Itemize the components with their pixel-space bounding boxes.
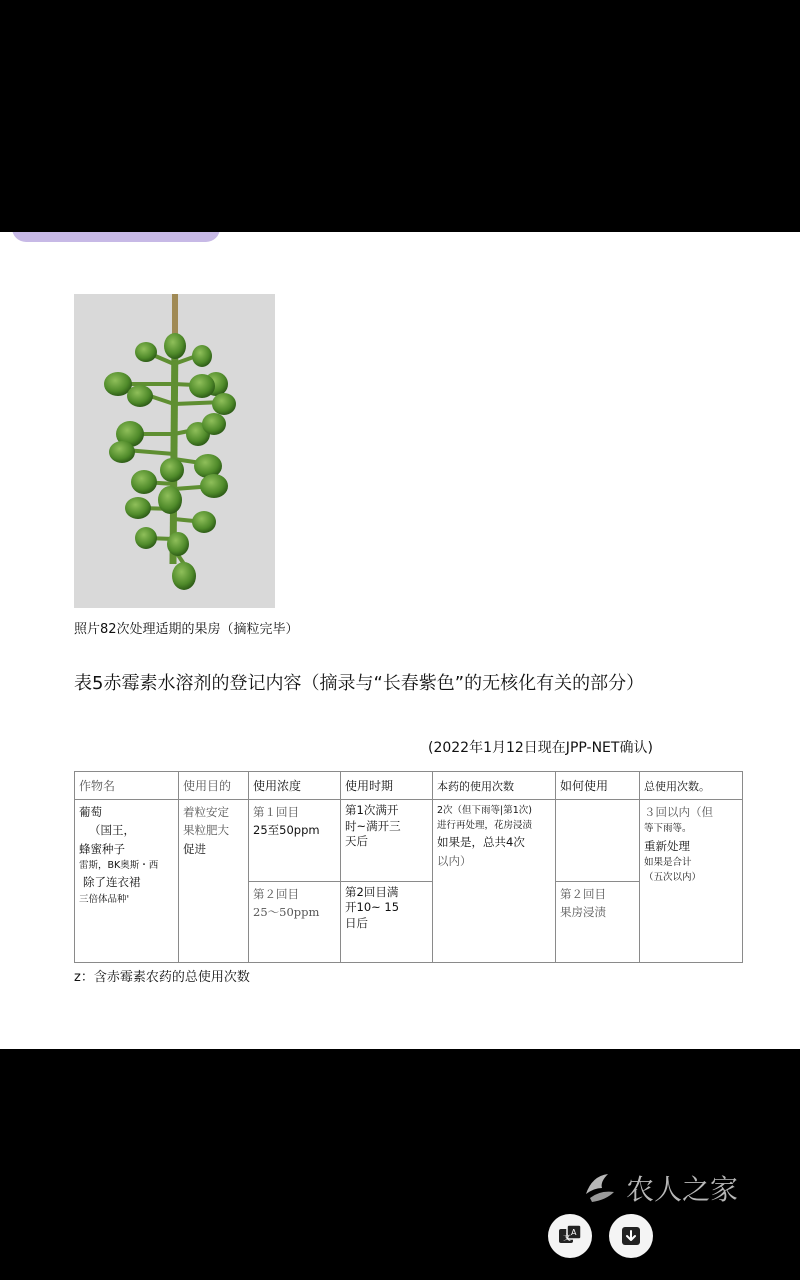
svg-text:文: 文 xyxy=(563,1233,571,1242)
total-line: 如果是合计 xyxy=(644,856,692,868)
count-line: 2次（但下雨等|第1次) xyxy=(437,805,532,816)
concentration-line: 25至50ppm xyxy=(253,823,320,838)
cell-count xyxy=(433,800,556,963)
crop-line: （国王， xyxy=(89,823,135,838)
table-header-row xyxy=(75,772,743,800)
header-timing: 使用时期 xyxy=(341,772,433,800)
document-image xyxy=(0,232,800,1049)
count-line: 如果是，总共4次 xyxy=(437,835,525,850)
purpose-line: 促进 xyxy=(183,841,206,856)
method-line: 第２回目 xyxy=(560,886,606,901)
timing-line: 时~满开三 xyxy=(345,818,401,833)
cell-method-1 xyxy=(556,800,640,882)
registration-table xyxy=(74,771,743,963)
total-line: 重新处理 xyxy=(644,838,690,853)
timing-line: 第2回目满 xyxy=(345,884,399,899)
total-line: ３回以内（但 xyxy=(644,805,713,819)
cell-purpose xyxy=(179,800,249,963)
translate-button[interactable] xyxy=(548,1214,592,1258)
concentration-line: 第１回目 xyxy=(253,805,299,819)
timing-line: 第1次满开 xyxy=(345,803,399,817)
header-total: 总使用次数。 xyxy=(640,772,743,800)
header-concentration: 使用浓度 xyxy=(249,772,341,800)
header-crop: 作物名 xyxy=(75,772,179,800)
watermark xyxy=(580,1168,738,1208)
count-line: 以内） xyxy=(437,853,472,868)
count-line: 进行再处理，花房浸渍 xyxy=(437,820,533,832)
purpose-line: 果粒肥大 xyxy=(183,823,229,838)
table-title: 表5赤霉素水溶剂的登记内容（摘录与“长春紫色”的无核化有关的部分） xyxy=(74,673,645,694)
cell-crop xyxy=(75,800,179,963)
crop-line: 三倍体品种' xyxy=(79,893,130,905)
watermark-text: 农人之家 xyxy=(626,1173,739,1206)
download-button[interactable] xyxy=(609,1214,653,1258)
crop-line: 除了连衣裙 xyxy=(83,875,141,890)
tab-remnant xyxy=(12,232,220,242)
concentration-line: 第２回目 xyxy=(253,886,299,901)
cell-timing-2 xyxy=(341,881,433,963)
crop-line: 蜂蜜种子 xyxy=(79,841,125,856)
translate-icon xyxy=(557,1223,583,1249)
cell-total xyxy=(640,800,743,963)
photo-caption: 照片82次处理适期的果房（摘粒完毕） xyxy=(74,622,299,637)
method-line: 果房浸渍 xyxy=(560,904,606,919)
grape-cluster-illustration xyxy=(74,294,275,608)
timing-line: 天后 xyxy=(345,834,368,849)
header-count: 本药的使用次数 xyxy=(433,772,556,800)
purpose-line: 着粒安定 xyxy=(183,805,229,819)
header-purpose: 使用目的 xyxy=(179,772,249,800)
concentration-line: 25～50ppm xyxy=(253,904,320,919)
cell-timing-1 xyxy=(341,800,433,882)
date-note: (2022年1月12日现在JPP-NET确认) xyxy=(428,740,653,756)
timing-line: 开10~ 15 xyxy=(345,900,400,915)
timing-line: 日后 xyxy=(345,915,368,930)
crop-line: 雷斯，BK奥斯・西 xyxy=(79,860,159,872)
total-line: （五次以内） xyxy=(644,872,702,884)
crop-line: 葡萄 xyxy=(79,805,102,819)
cell-concentration-1 xyxy=(249,800,341,882)
svg-text:A: A xyxy=(571,1228,577,1237)
footnote: z：含赤霉素农药的总使用次数 xyxy=(74,970,250,985)
watermark-logo-icon xyxy=(580,1168,620,1208)
table-row-1 xyxy=(75,800,743,882)
download-icon xyxy=(619,1224,643,1248)
total-line: 等下雨等。 xyxy=(644,823,692,835)
header-method: 如何使用 xyxy=(556,772,640,800)
grape-cluster-photo xyxy=(74,294,275,608)
cell-concentration-2 xyxy=(249,881,341,963)
cell-method-2 xyxy=(556,881,640,963)
